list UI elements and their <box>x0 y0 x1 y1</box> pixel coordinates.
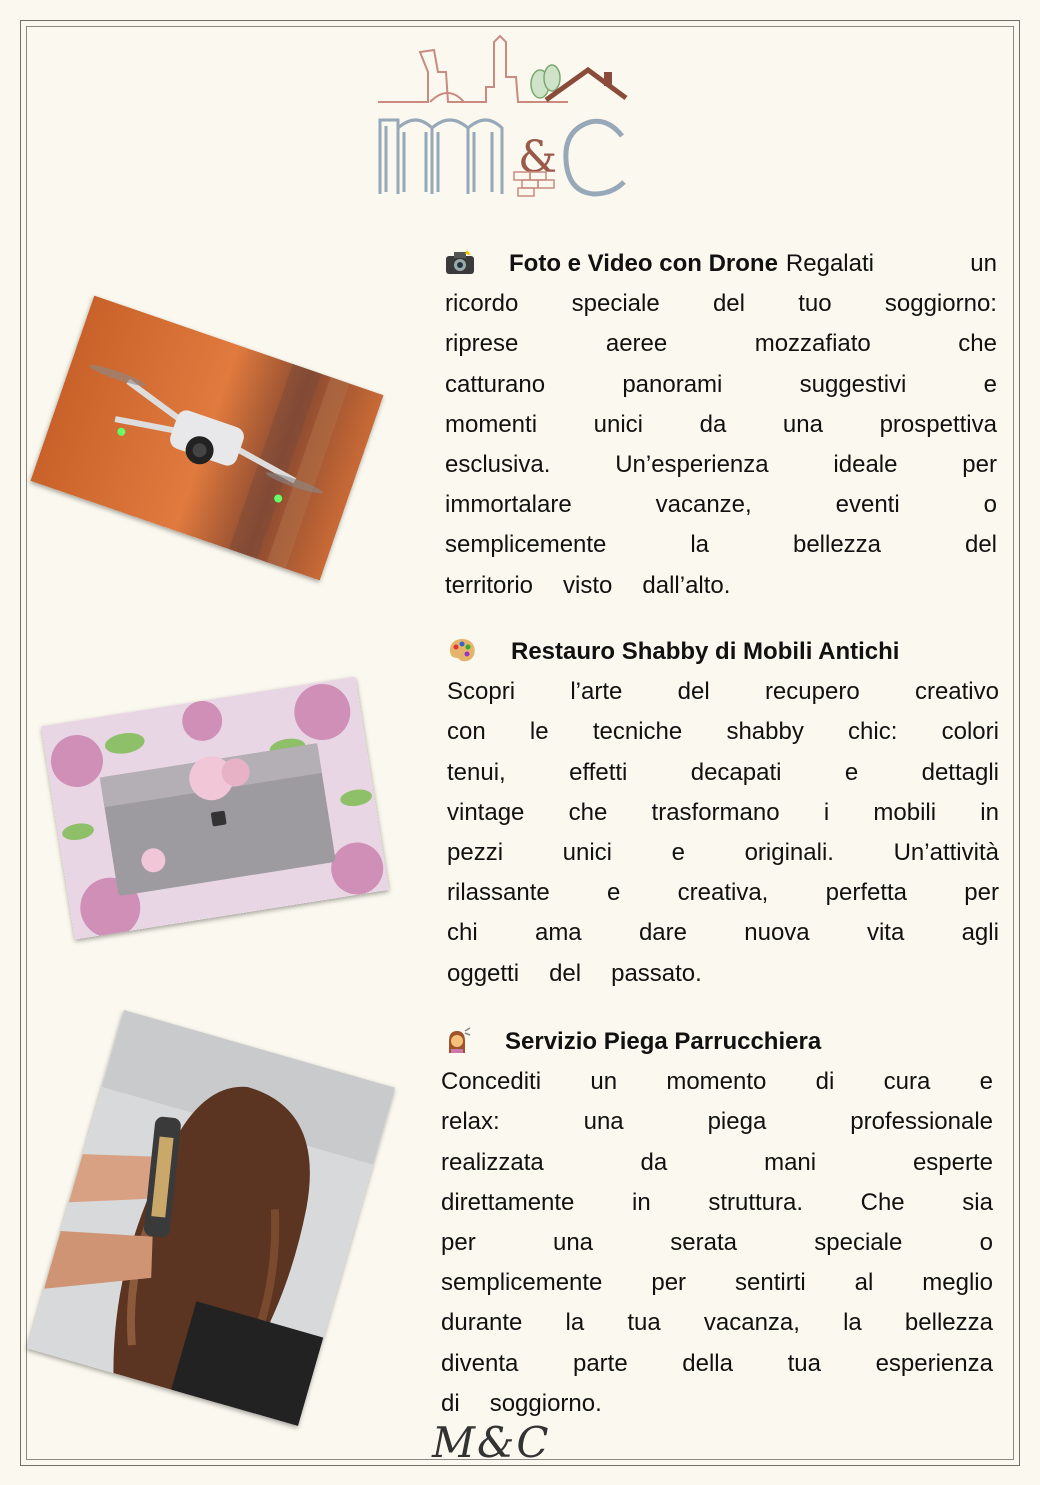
title-suffix-word: un <box>970 250 997 277</box>
body-word: esperienza <box>875 1349 993 1377</box>
body-line <box>441 1143 993 1183</box>
body-word: vacanza, <box>703 1309 800 1337</box>
body-word: Un’attività <box>893 838 999 866</box>
section-body <box>447 672 999 994</box>
signature: M&C <box>432 1418 551 1467</box>
body-line <box>447 793 999 833</box>
body-line <box>441 1303 993 1343</box>
body-word: semplicemente <box>441 1269 603 1297</box>
brand-logo <box>368 32 630 204</box>
body-word: unici <box>562 838 612 866</box>
body-line <box>441 1183 993 1223</box>
body-word: ideale <box>833 450 898 478</box>
body-word: speciale <box>571 290 660 318</box>
body-word: dettagli <box>921 758 999 786</box>
body-word: che <box>568 798 608 826</box>
body-word: Che <box>860 1188 905 1216</box>
section-title-line <box>447 632 999 672</box>
body-word: Un’esperienza <box>615 450 769 478</box>
body-word: struttura. <box>708 1188 804 1216</box>
body-word: originali. <box>744 838 834 866</box>
body-line <box>445 405 997 445</box>
body-line <box>447 954 999 994</box>
body-word: del <box>964 531 997 559</box>
body-word: e <box>671 838 685 866</box>
body-word: tuo <box>798 290 832 318</box>
body-word: di <box>815 1068 835 1096</box>
body-word: in <box>980 798 999 826</box>
body-word: immortalare <box>445 491 572 519</box>
body-word: cura <box>883 1068 931 1096</box>
body-word: riprese <box>445 330 519 358</box>
body-word: passato. <box>611 959 702 987</box>
body-line <box>441 1102 993 1142</box>
artist-palette-icon <box>447 637 477 663</box>
body-word: eventi <box>835 491 900 519</box>
body-word: relax: <box>441 1108 500 1136</box>
body-word: dall’alto. <box>642 571 731 599</box>
body-word: panorami <box>622 370 723 398</box>
body-word: sia <box>962 1188 993 1216</box>
section-title-line <box>441 1022 993 1062</box>
body-word: oggetti <box>447 959 520 987</box>
title-suffix <box>786 244 997 284</box>
body-word: la <box>565 1309 585 1337</box>
title-suffix-word: Regalati <box>785 250 874 277</box>
body-word: o <box>979 1228 993 1256</box>
drone-section <box>445 244 997 606</box>
body-word: agli <box>961 919 999 947</box>
body-word: colori <box>941 718 999 746</box>
body-word: del <box>549 959 582 987</box>
body-word: della <box>682 1349 733 1377</box>
body-line <box>447 672 999 712</box>
body-word: trasformano <box>651 798 780 826</box>
body-word: la <box>690 531 710 559</box>
body-line <box>447 873 999 913</box>
body-line <box>447 753 999 793</box>
body-word: piega <box>707 1108 767 1136</box>
body-word: che <box>958 330 997 358</box>
body-word: catturano <box>445 370 546 398</box>
body-line <box>445 284 997 324</box>
body-word: da <box>640 1148 668 1176</box>
body-word: momenti <box>445 410 538 438</box>
body-word: esperte <box>912 1148 993 1176</box>
body-word: ricordo <box>445 290 519 318</box>
body-word: decapati <box>690 758 782 786</box>
hair-section <box>441 1022 993 1424</box>
body-line <box>447 712 999 752</box>
body-line <box>445 485 997 525</box>
body-word: realizzata <box>441 1148 544 1176</box>
body-word: tenui, <box>447 758 506 786</box>
body-word: aeree <box>605 330 668 358</box>
body-word: suggestivi <box>799 370 907 398</box>
body-line <box>445 445 997 485</box>
body-word: e <box>607 879 621 907</box>
body-word: da <box>699 410 727 438</box>
section-title-line <box>445 244 997 284</box>
body-word: creativa, <box>677 879 769 907</box>
body-word: semplicemente <box>445 531 607 559</box>
body-word: perfetta <box>825 879 908 907</box>
body-word: meglio <box>922 1269 993 1297</box>
body-word: speciale <box>814 1228 903 1256</box>
body-word: mani <box>764 1148 817 1176</box>
section-body <box>441 1062 993 1424</box>
svg-text:&: & <box>518 132 558 183</box>
body-word: Concediti <box>441 1068 542 1096</box>
body-word: la <box>843 1309 862 1337</box>
body-word: dare <box>638 919 687 947</box>
body-word: del <box>712 290 745 318</box>
body-line <box>445 365 997 405</box>
body-line <box>445 324 997 364</box>
body-word: durante <box>441 1309 523 1337</box>
body-word: bellezza <box>904 1309 993 1337</box>
body-word: e <box>983 370 997 398</box>
body-word: per <box>962 450 997 478</box>
body-line <box>441 1223 993 1263</box>
body-word: i <box>823 798 830 826</box>
body-word: tecniche <box>592 718 683 746</box>
body-word: shabby <box>726 718 804 746</box>
body-line <box>447 913 999 953</box>
body-word: per <box>651 1269 687 1297</box>
section-title: Restauro Shabby di Mobili Antichi <box>511 638 900 665</box>
body-word: una <box>583 1108 624 1136</box>
body-word: mozzafiato <box>754 330 871 358</box>
section-title: Foto e Video con Drone <box>509 250 778 277</box>
body-word: visto <box>563 571 613 599</box>
body-word: al <box>854 1269 874 1297</box>
body-line <box>445 525 997 565</box>
body-word: del <box>677 678 710 706</box>
body-word: mobili <box>873 798 937 826</box>
section-body <box>445 284 997 606</box>
body-word: professionale <box>850 1108 993 1136</box>
body-word: territorio <box>445 571 534 599</box>
body-word: chi <box>447 919 478 947</box>
body-word: di <box>441 1389 460 1417</box>
body-word: recupero <box>764 678 860 706</box>
body-word: e <box>979 1068 993 1096</box>
body-word: rilassante <box>447 879 550 907</box>
body-word: vintage <box>447 798 525 826</box>
body-word: e <box>844 758 859 786</box>
body-word: soggiorno: <box>884 290 997 318</box>
body-word: per <box>964 879 999 907</box>
body-line <box>447 833 999 873</box>
body-word: bellezza <box>792 531 882 559</box>
body-word: Scopri <box>447 678 516 706</box>
body-word: effetti <box>569 758 628 786</box>
body-word: tua <box>627 1309 661 1337</box>
body-word: direttamente <box>441 1188 575 1216</box>
body-word: nuova <box>744 919 810 947</box>
body-word: soggiorno. <box>489 1389 602 1417</box>
body-word: parte <box>572 1349 628 1377</box>
body-line <box>445 566 997 606</box>
body-word: momento <box>666 1068 767 1096</box>
body-word: in <box>632 1188 651 1216</box>
body-word: prospettiva <box>879 410 997 438</box>
body-word: creativo <box>914 678 999 706</box>
section-title: Servizio Piega Parrucchiera <box>505 1028 822 1055</box>
body-word: diventa <box>441 1349 519 1377</box>
haircut-woman-icon <box>441 1027 471 1053</box>
body-word: le <box>529 718 549 746</box>
body-word: per <box>441 1228 476 1256</box>
body-word: un <box>590 1068 618 1096</box>
body-word: tua <box>787 1349 821 1377</box>
body-word: chic: <box>848 718 898 746</box>
body-word: una <box>552 1228 594 1256</box>
body-word: con <box>447 718 486 746</box>
body-word: vacanze, <box>655 491 752 519</box>
body-line <box>441 1344 993 1384</box>
body-word: pezzi <box>447 838 504 866</box>
shabby-section <box>447 632 999 994</box>
body-word: esclusiva. <box>445 450 551 478</box>
body-word: una <box>782 410 823 438</box>
body-word: vita <box>866 919 905 947</box>
body-word: l’arte <box>570 678 623 706</box>
camera-flash-icon <box>445 249 475 275</box>
body-word: serata <box>670 1228 737 1256</box>
body-word: sentirti <box>735 1269 806 1297</box>
body-word: unici <box>593 410 643 438</box>
body-word: o <box>983 491 997 519</box>
body-line <box>441 1263 993 1303</box>
body-word: ama <box>534 919 582 947</box>
body-line <box>441 1062 993 1102</box>
